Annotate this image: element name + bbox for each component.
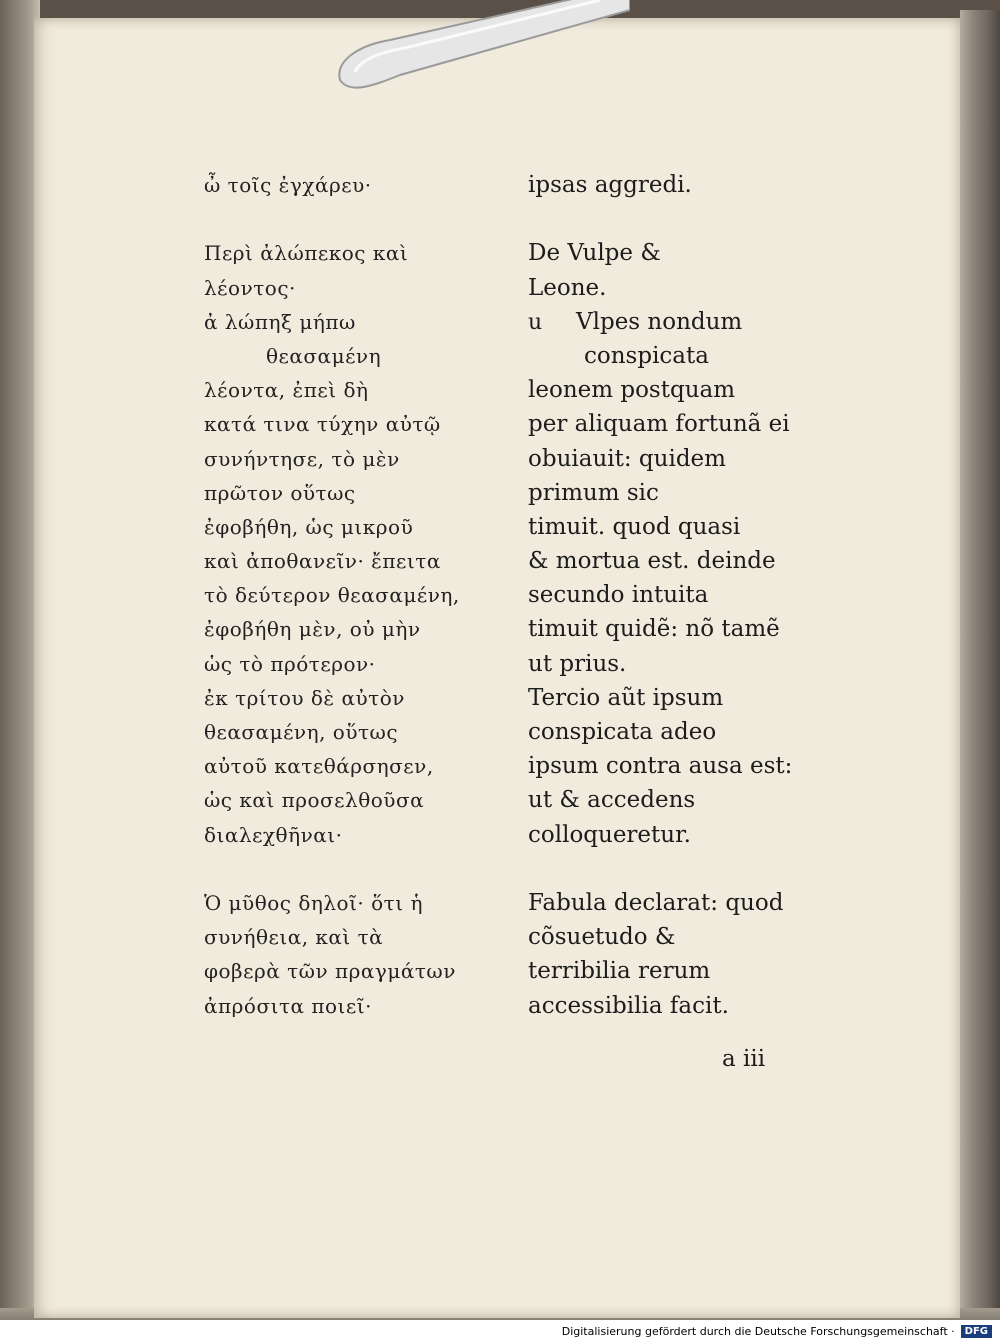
greek-line-text: φοβερὰ τῶν πραγμάτων [204,959,456,984]
greek-line-text: ἐφοβήθη, ὡς μικροῦ [204,514,414,539]
dfg-logo: DFG [961,1325,992,1338]
greek-line-text: θεασαμένη [266,343,382,368]
latin-line [528,305,828,339]
greek-line [204,578,504,612]
greek-line [204,168,504,202]
greek-line [204,783,504,817]
greek-line-text: θεασαμένη, οὕτως [204,720,399,744]
latin-line [528,544,828,578]
latin-line [528,476,828,510]
latin-line-text: ipsum contra ausa est: [528,753,793,780]
greek-line-text: συνήντησε, τὸ μὲν [204,446,400,471]
latin-line-text: terribilia rerum [528,958,711,985]
latin-line-gap [528,852,828,886]
greek-line-gap [204,852,504,886]
greek-line [204,271,504,305]
latin-line [528,989,828,1023]
greek-line [204,510,504,544]
latin-line-text: timuit. quod quasi [528,513,741,540]
latin-line-text: Fabula declarat: quod [528,889,784,916]
latin-line [528,886,828,920]
greek-line [204,715,504,749]
greek-line [204,442,504,476]
greek-line-text: Περὶ ἀλώπεκος καὶ [204,241,409,266]
latin-line [528,783,828,817]
latin-line-text: Leone. [528,274,607,301]
footer-credit-text: Digitalisierung gefördert durch die Deutsche Forschungsgemeinschaft · [561,1324,955,1338]
greek-line [204,236,504,270]
greek-line-text: λέοντος· [204,275,296,300]
latin-line-text: timuit quidẽ: nõ tamẽ [528,616,780,643]
latin-line [528,612,828,646]
latin-line [528,168,828,202]
greek-line-text: κατά τινα τύχην αὐτῷ [204,412,441,437]
greek-line-gap [204,202,504,236]
latin-text-column [528,168,828,1023]
book-page [34,18,960,1318]
latin-line [528,339,828,373]
footer-credit-bar [0,1320,1000,1342]
greek-line [204,339,504,373]
latin-line [528,749,828,783]
greek-line-text: ἐφοβήθη μὲν, οὐ μὴν [204,617,421,642]
latin-line-text: & mortua est. deinde [528,548,776,575]
greek-line [204,920,504,954]
greek-line [204,476,504,510]
greek-line [204,544,504,578]
latin-line-text: ut prius. [528,650,627,677]
greek-line [204,647,504,681]
latin-line-text: Tercio aũt ipsum [528,684,724,711]
greek-line [204,886,504,920]
latin-line-text: conspicata adeo [528,719,717,745]
greek-line [204,818,504,852]
greek-line-text: τὸ δεύτερον θεασαμένη, [204,583,460,608]
greek-line [204,305,504,339]
signature-mark: a iii [722,1046,766,1072]
latin-line [528,818,828,852]
greek-line-text: Ὁ μῦθος δηλοῖ· ὅτι ἡ [204,890,423,915]
latin-line-text: accessibilia facit. [528,992,729,1019]
latin-line-text: De Vulpe & [528,240,661,267]
latin-line-text: ipsas aggredi. [528,172,692,198]
greek-line [204,954,504,988]
greek-line-text: λέοντα, ἐπεὶ δὴ [204,378,369,403]
latin-line [528,407,828,441]
greek-line [204,373,504,407]
latin-line [528,954,828,988]
greek-line [204,681,504,715]
greek-line-text: καὶ ἀποθανεῖν· ἔπειτα [204,549,441,574]
greek-line-text: ὡς καὶ προσελθοῦσα [204,788,425,813]
greek-text-column [204,168,504,1023]
latin-line [528,647,828,681]
latin-line [528,578,828,612]
book-edge-right [960,10,1000,1340]
latin-line [528,236,828,270]
latin-line [528,442,828,476]
latin-line-text: leonem postquam [528,377,736,404]
greek-line-text: διαλεχθῆναι· [204,822,343,847]
guide-letter: u [528,309,543,335]
latin-line-text: ut & accedens [528,787,696,814]
greek-line [204,749,504,783]
latin-line [528,715,828,749]
latin-line-text: Vlpes nondum [576,308,743,335]
latin-line-text: primum sic [528,479,659,506]
greek-line-text: ἐκ τρίτου δὲ αὐτὸν [204,685,405,710]
latin-line-text: secundo intuita [528,582,709,609]
latin-line-text: cõsuetudo & [528,924,676,951]
greek-line-text: ἀπρόσιτα ποιεῖ· [204,993,372,1018]
latin-line-text: colloqueretur. [528,821,691,848]
latin-line-text: per aliquam fortunã ei [528,411,790,438]
latin-line-text: conspicata [584,342,709,369]
latin-line [528,510,828,544]
greek-line-text: ἀ λώπηξ μήπω [204,309,356,334]
latin-line [528,373,828,407]
greek-line-text: ὡς τὸ πρότερον· [204,651,376,676]
latin-line-text: obuiauit: quidem [528,445,726,472]
latin-line [528,681,828,715]
greek-line [204,989,504,1023]
latin-line [528,271,828,305]
greek-line [204,407,504,441]
greek-line-text: πρῶτον οὕτως [204,480,356,505]
latin-line [528,920,828,954]
greek-line-text: αὐτοῦ κατεθάρσησεν, [204,754,434,779]
greek-line-text: ὦ τοῖς ἐγχάρευ· [204,173,372,197]
greek-line [204,612,504,646]
latin-line-gap [528,202,828,236]
greek-line-text: συνήθεια, καὶ τὰ [204,925,384,950]
